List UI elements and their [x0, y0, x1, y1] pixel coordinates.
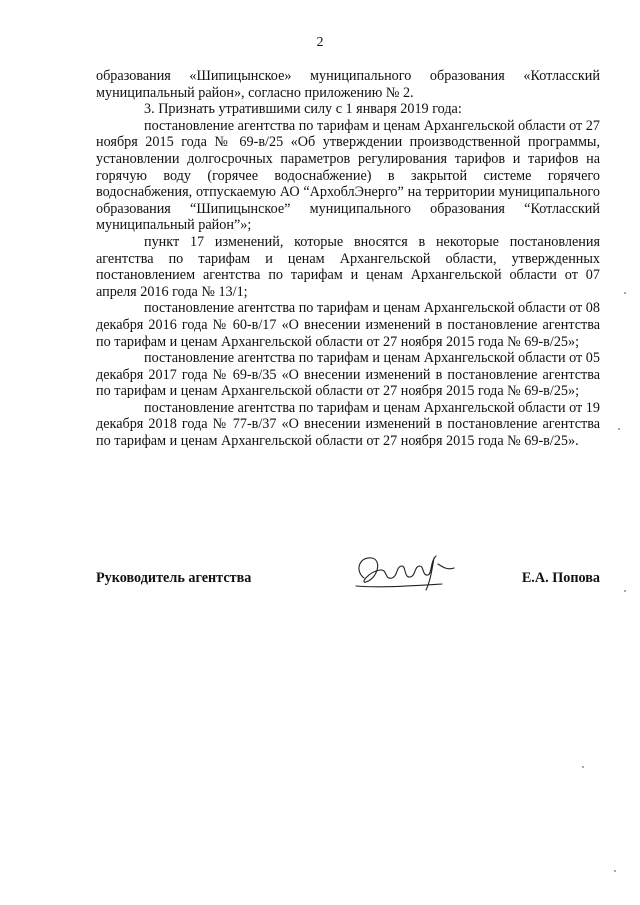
handwritten-signature [350, 548, 460, 596]
paragraph-resolution-2018: постановление агентства по тарифам и ценам Архангельской области от 19 декабря 2018 года № 77-в/37 «О внесении изменений в постановление агентства по тарифам и ценам Архангельской области от 27 ноября 2015 года № 69-в/25». [96, 399, 600, 450]
scan-speck [624, 292, 626, 294]
document-body [96, 68, 600, 450]
paragraph-resolution-2017: постановление агентства по тарифам и ценам Архангельской области от 05 декабря 2017 года № 69-в/35 «О внесении изменений в постановление агентства по тарифам и ценам Архангельской области от 27 ноября 2015 года № 69-в/25»; [96, 350, 600, 400]
scan-speck [582, 766, 584, 768]
signer-title: Руководитель агентства [96, 570, 252, 586]
scan-speck [614, 870, 616, 872]
paragraph-continuation: образования «Шипицынское» муниципального образования «Котласский муниципальный район», согласно приложению № 2. [96, 68, 600, 101]
scan-speck [624, 590, 626, 592]
scan-speck [618, 428, 620, 430]
paragraph-point-17: пункт 17 изменений, которые вносятся в некоторые постановления агентства по тарифам и ценам Архангельской области, утвержденных постановлением агентства по тарифам и ценам Архангельской области от 07 апреля 2016 года № 13/1; [96, 233, 600, 300]
signer-name: Е.А. Попова [521, 570, 600, 586]
signature-block [96, 560, 600, 600]
paragraph-item-3: 3. Признать утратившими силу с 1 января 2019 года: [144, 101, 462, 118]
paragraph-resolution-2015: постановление агентства по тарифам и ценам Архангельской области от 27 ноября 2015 года № 69-в/25 «Об утверждении производственной программы, установлении долгосрочных параметров регулирования тарифов и тарифов на горячую воду (горячее водоснабжение) в закрытой системе горячего водоснабжения, отпускаемую АО “АрхоблЭнерго” на территории муниципального образования “Шипицынское” муниципального образования “Котласский муниципальный район”»; [96, 117, 600, 234]
page-number: 2 [316, 35, 324, 50]
paragraph-resolution-2016: постановление агентства по тарифам и ценам Архангельской области от 08 декабря 2016 года № 60-в/17 «О внесении изменений в постановление агентства по тарифам и ценам Архангельской области от 27 ноября 2015 года № 69-в/25»; [96, 300, 600, 350]
